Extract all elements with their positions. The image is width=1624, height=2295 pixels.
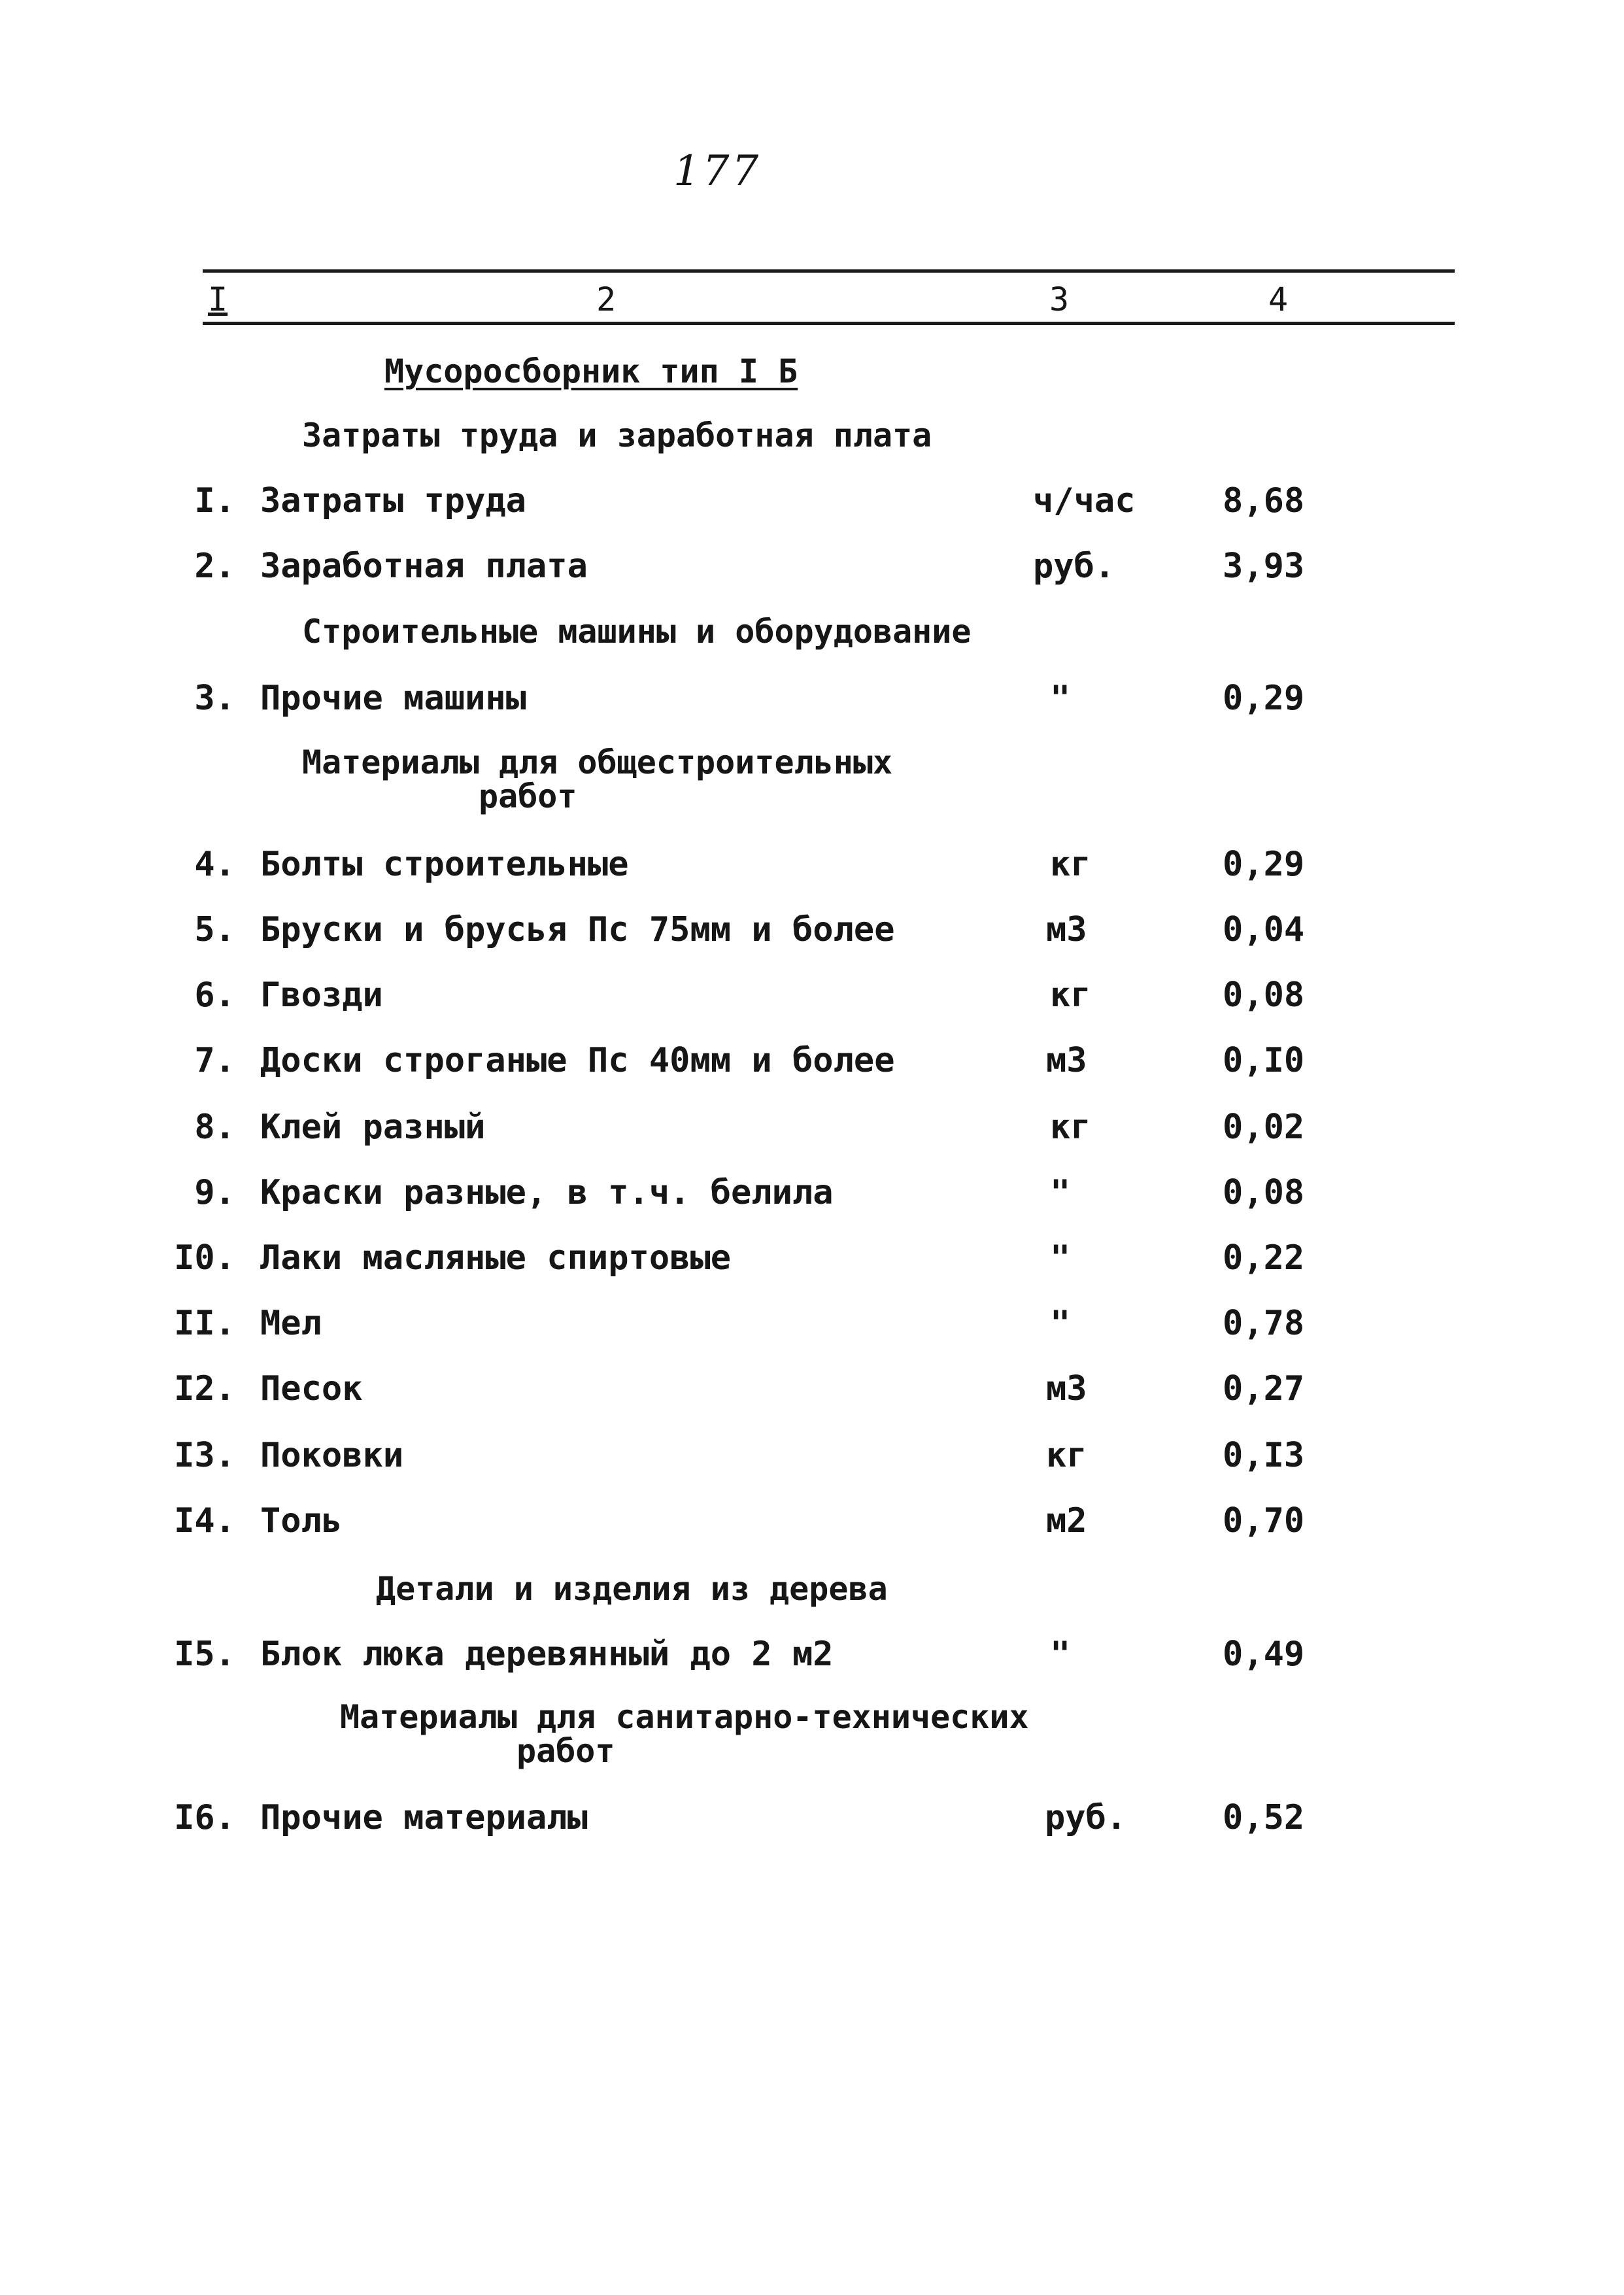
row-number: 6. bbox=[194, 976, 235, 1015]
row-name: Поковки bbox=[260, 1436, 404, 1475]
row-value: 8,68 bbox=[1223, 481, 1305, 520]
row-name: Клей разный bbox=[260, 1108, 486, 1147]
row-value: 0,27 bbox=[1223, 1369, 1305, 1408]
table-row bbox=[0, 1798, 1624, 1837]
row-value: 0,52 bbox=[1223, 1798, 1305, 1837]
row-name: Прочие машины bbox=[260, 679, 526, 718]
section-heading-line: работ bbox=[516, 1732, 615, 1770]
row-name: Прочие материалы bbox=[260, 1798, 588, 1837]
row-unit: м2 bbox=[1046, 1501, 1087, 1540]
row-number: 4. bbox=[194, 845, 235, 884]
row-number: II. bbox=[174, 1304, 235, 1343]
row-value: 0,22 bbox=[1223, 1238, 1305, 1278]
row-name: Песок bbox=[260, 1369, 363, 1408]
row-name: Болты строительные bbox=[260, 845, 629, 884]
row-unit: м3 bbox=[1046, 1041, 1087, 1080]
row-number: 2. bbox=[194, 547, 235, 586]
table-row bbox=[0, 1369, 1624, 1408]
row-number: 5. bbox=[194, 910, 235, 949]
row-name: Краски разные, в т.ч. белила bbox=[260, 1173, 834, 1212]
column-header-1: I bbox=[208, 280, 228, 318]
row-unit: кг bbox=[1050, 1108, 1091, 1147]
document-title: Мусоросборник тип I Б bbox=[384, 352, 798, 390]
row-value: 0,08 bbox=[1223, 1173, 1305, 1212]
row-number: 3. bbox=[194, 679, 235, 718]
section-heading: Детали и изделия из дерева bbox=[376, 1570, 888, 1608]
column-header-4: 4 bbox=[1268, 280, 1289, 318]
row-number: I0. bbox=[174, 1238, 235, 1278]
row-unit: " bbox=[1050, 1173, 1071, 1212]
row-name: Блок люка деревянный до 2 м2 bbox=[260, 1635, 834, 1674]
table-row bbox=[0, 1238, 1624, 1278]
row-unit: " bbox=[1050, 1304, 1071, 1343]
section-heading-line: Материалы для общестроительных bbox=[302, 743, 893, 781]
row-unit: руб. bbox=[1033, 547, 1115, 586]
table-row bbox=[0, 976, 1624, 1015]
row-unit: " bbox=[1050, 1238, 1071, 1278]
section-heading-line: работ bbox=[479, 777, 577, 815]
row-number: 7. bbox=[194, 1041, 235, 1080]
section-heading bbox=[302, 745, 892, 813]
row-name: Бруски и брусья Пс 75мм и более bbox=[260, 910, 895, 949]
row-value: 0,I3 bbox=[1223, 1436, 1305, 1475]
row-unit: кг bbox=[1046, 1436, 1087, 1475]
row-name: Лаки масляные спиртовые bbox=[260, 1238, 732, 1278]
row-value: 0,78 bbox=[1223, 1304, 1305, 1343]
row-value: 0,29 bbox=[1223, 845, 1305, 884]
row-number: I4. bbox=[174, 1501, 235, 1540]
row-name: Заработная плата bbox=[260, 547, 588, 586]
table-row bbox=[0, 481, 1624, 520]
row-value: 0,04 bbox=[1223, 910, 1305, 949]
row-name: Затраты труда bbox=[260, 481, 526, 520]
row-value: 0,49 bbox=[1223, 1635, 1305, 1674]
table-row bbox=[0, 1041, 1624, 1080]
row-unit: руб. bbox=[1045, 1798, 1127, 1837]
row-number: 9. bbox=[194, 1173, 235, 1212]
row-unit: кг bbox=[1050, 845, 1091, 884]
row-value: 0,I0 bbox=[1223, 1041, 1305, 1080]
row-number: I. bbox=[194, 481, 235, 520]
row-value: 0,70 bbox=[1223, 1501, 1305, 1540]
section-heading bbox=[340, 1700, 1029, 1768]
row-value: 0,08 bbox=[1223, 976, 1305, 1015]
page-number: 177 bbox=[673, 147, 762, 196]
table-top-rule bbox=[203, 269, 1455, 273]
table-row bbox=[0, 679, 1624, 718]
column-header-3: 3 bbox=[1049, 280, 1070, 318]
row-unit: " bbox=[1050, 1635, 1071, 1674]
table-row bbox=[0, 910, 1624, 949]
row-value: 0,02 bbox=[1223, 1108, 1305, 1147]
row-unit: кг bbox=[1050, 976, 1091, 1015]
row-number: I6. bbox=[174, 1798, 235, 1837]
section-heading-line: Материалы для санитарно-технических bbox=[340, 1698, 1029, 1736]
row-name: Гвозди bbox=[260, 976, 383, 1015]
table-row bbox=[0, 845, 1624, 884]
row-name: Толь bbox=[260, 1501, 343, 1540]
table-row bbox=[0, 1635, 1624, 1674]
row-unit: м3 bbox=[1046, 1369, 1087, 1408]
row-number: I2. bbox=[174, 1369, 235, 1408]
table-row bbox=[0, 1436, 1624, 1475]
table-row bbox=[0, 547, 1624, 586]
row-unit: м3 bbox=[1046, 910, 1087, 949]
row-number: I3. bbox=[174, 1436, 235, 1475]
row-value: 3,93 bbox=[1223, 547, 1305, 586]
row-value: 0,29 bbox=[1223, 679, 1305, 718]
table-row bbox=[0, 1501, 1624, 1540]
row-name: Мел bbox=[260, 1304, 322, 1343]
section-heading: Строительные машины и оборудование bbox=[302, 613, 972, 651]
table-row bbox=[0, 1173, 1624, 1212]
section-heading: Затраты труда и заработная плата bbox=[302, 416, 932, 454]
row-name: Доски строганые Пс 40мм и более bbox=[260, 1041, 895, 1080]
row-number: 8. bbox=[194, 1108, 235, 1147]
table-row bbox=[0, 1304, 1624, 1343]
table-row bbox=[0, 1108, 1624, 1147]
table-header-rule bbox=[203, 322, 1455, 325]
row-unit: ч/час bbox=[1033, 481, 1136, 520]
row-number: I5. bbox=[174, 1635, 235, 1674]
column-header-2: 2 bbox=[596, 280, 617, 318]
row-unit: " bbox=[1050, 679, 1071, 718]
